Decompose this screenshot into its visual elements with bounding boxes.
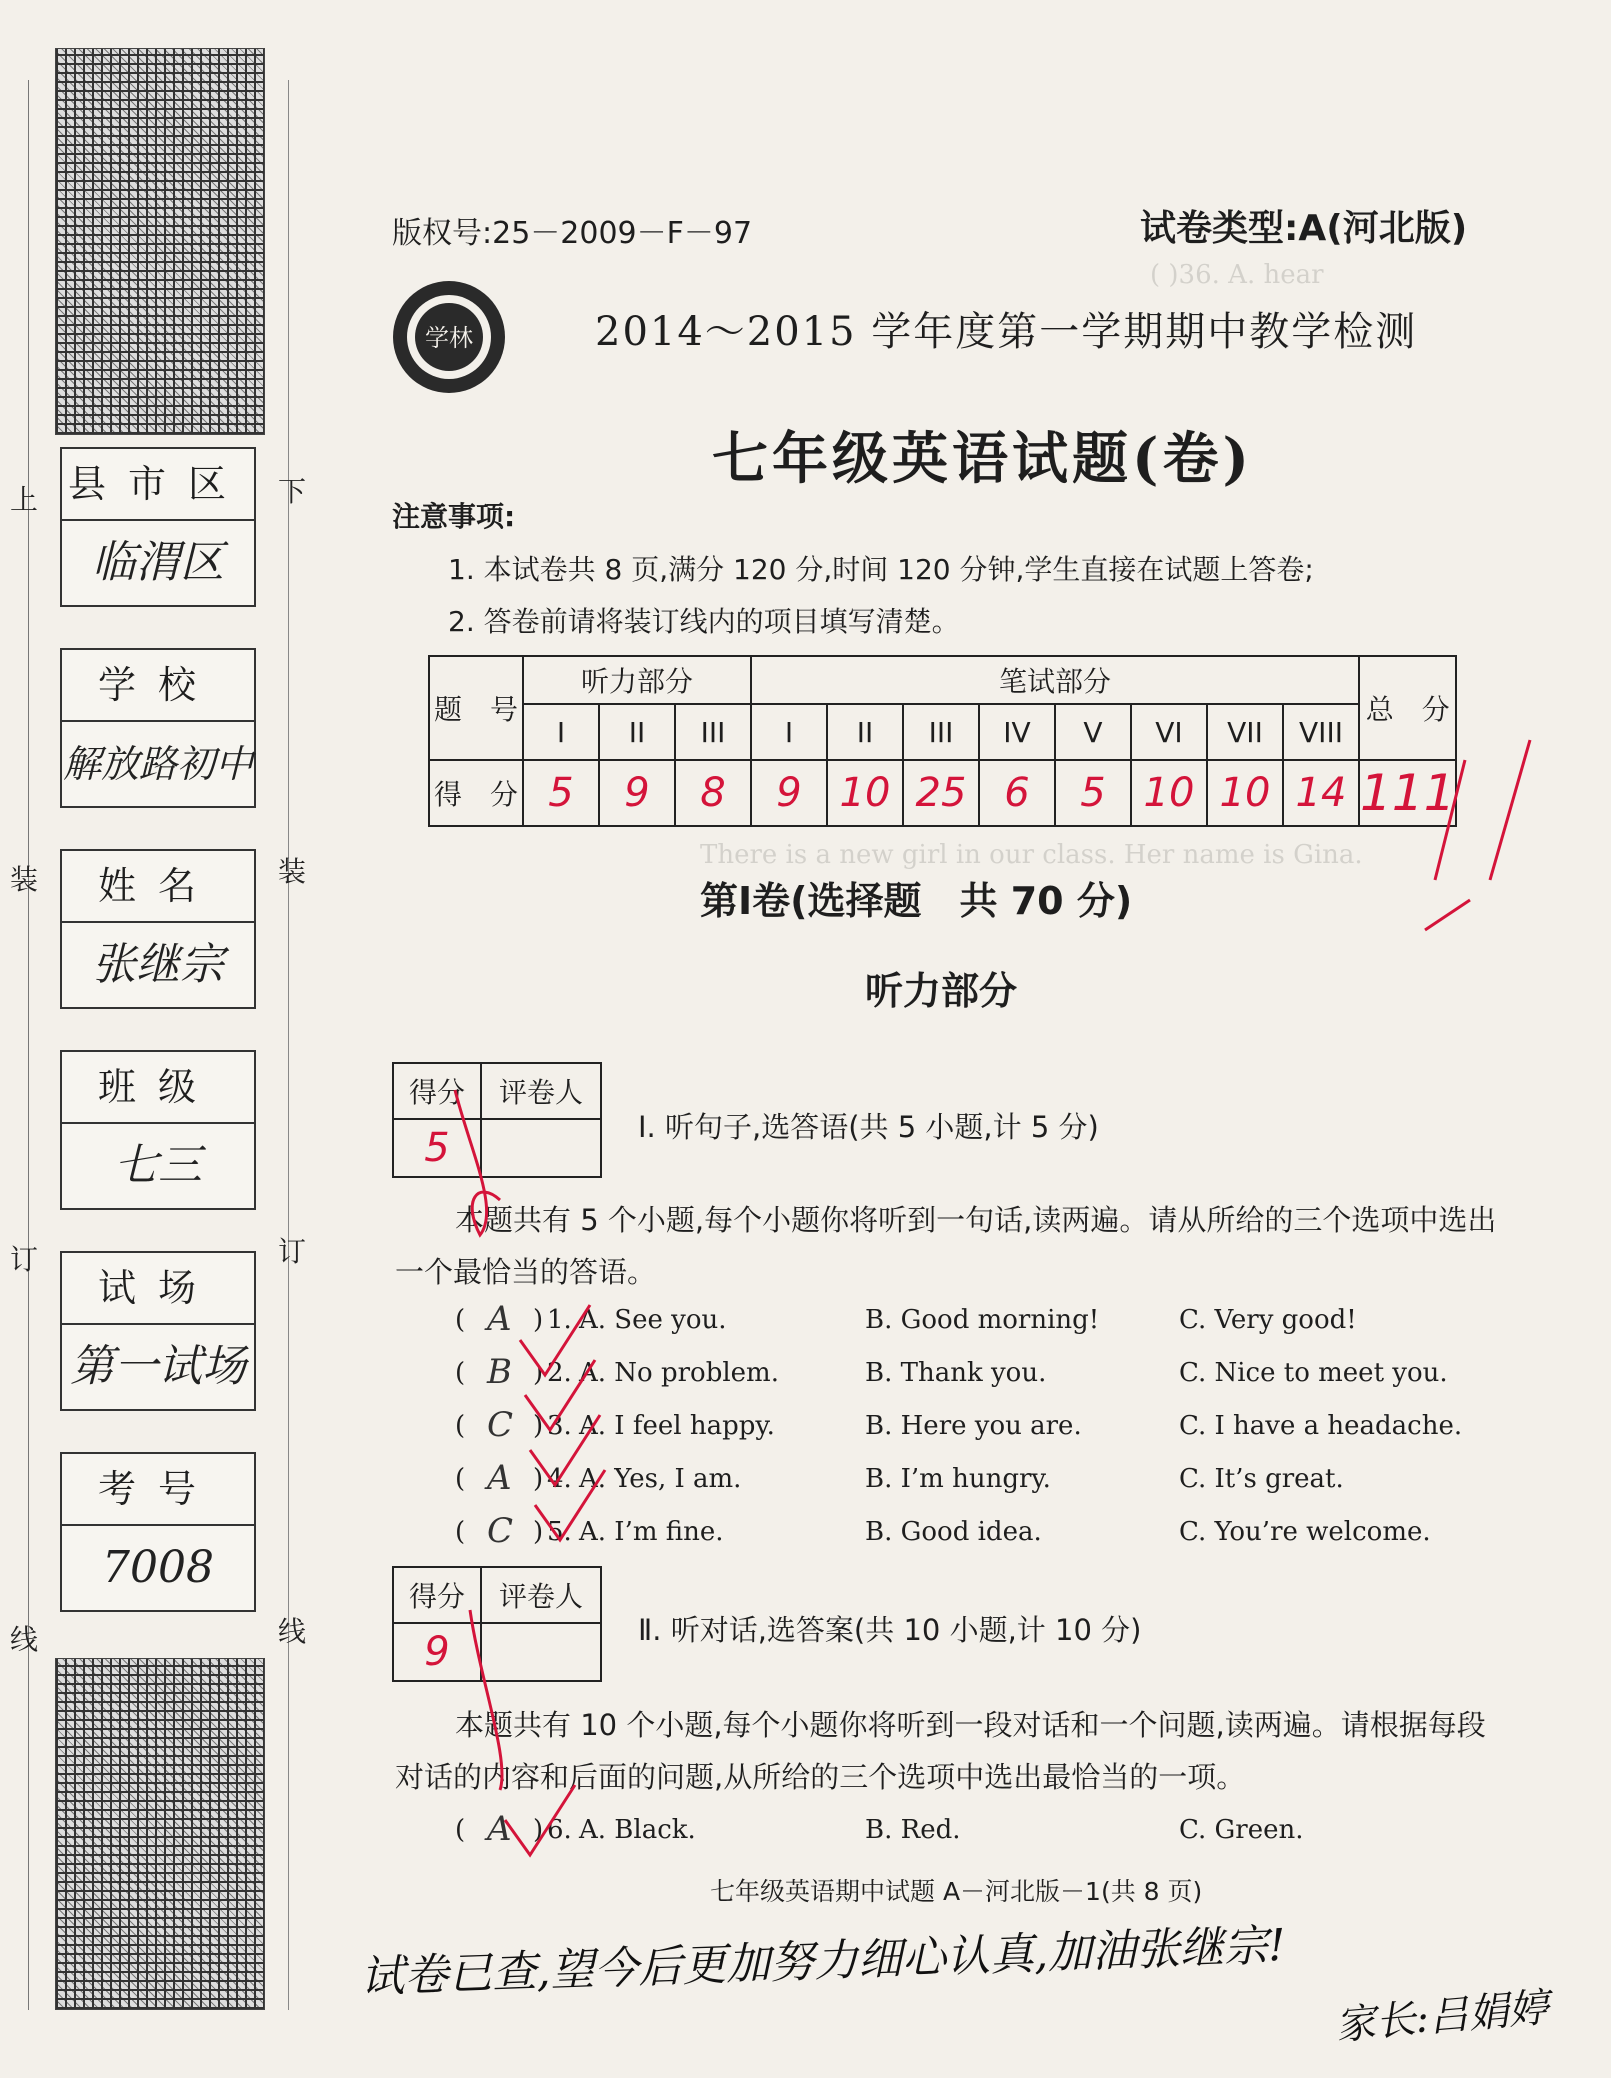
binding-char-right: 下 — [278, 475, 307, 508]
question-row — [455, 1299, 1515, 1349]
score-cell: 6 — [979, 760, 1055, 826]
handwritten-note: 试卷已查,望今后更加努力细心认真,加油张继宗! — [359, 1919, 1287, 2004]
field-label: 试场 — [62, 1253, 254, 1325]
score-cell: 5 — [523, 760, 599, 826]
grader-name-value — [481, 1119, 601, 1177]
option-c: C. It’s great. — [1179, 1464, 1344, 1494]
part1-title: Ⅰ. 听句子,选答语(共 5 小题,计 5 分) — [638, 1110, 1099, 1144]
option-b: B. Good morning! — [865, 1305, 1100, 1335]
option-a: A. I’m fine. — [579, 1517, 724, 1547]
binding-hatch-bottom — [55, 1658, 265, 2010]
question-row — [455, 1352, 1515, 1402]
part1-instruction: 一个最恰当的答语。 — [395, 1255, 657, 1289]
option-b: B. Here you are. — [865, 1411, 1082, 1441]
field-value: 第一试场 — [70, 1341, 246, 1392]
field-value: 7008 — [102, 1542, 214, 1593]
col-header: II — [827, 704, 903, 760]
question-number: 4. — [547, 1464, 572, 1494]
score-cell: 14 — [1283, 760, 1359, 826]
grader-name-value — [481, 1623, 601, 1681]
col-header: VII — [1207, 704, 1283, 760]
paren-close: ) — [533, 1358, 544, 1388]
field-name — [60, 849, 256, 1009]
paren-close: ) — [533, 1464, 544, 1494]
part2-instruction: 对话的内容和后面的问题,从所给的三个选项中选出最恰当的一项。 — [395, 1760, 1246, 1794]
paren-close: ) — [533, 1517, 544, 1547]
binding-char-left: 装 — [10, 863, 39, 896]
paren-open: ( — [455, 1305, 466, 1335]
field-value: 解放路初中 — [62, 742, 253, 786]
bleed-through: There is a new girl in our class. Her name is Gina. — [700, 840, 1363, 870]
score-cell: 10 — [1207, 760, 1283, 826]
handwritten-answer: A — [487, 1809, 512, 1849]
field-label: 县市区 — [62, 449, 254, 521]
field-value: 临渭区 — [92, 537, 224, 588]
binding-char-right: 订 — [278, 1235, 307, 1268]
field-exam-room — [60, 1251, 256, 1411]
question-row — [455, 1405, 1515, 1455]
score-cell: 8 — [675, 760, 751, 826]
col-header: III — [903, 704, 979, 760]
field-label: 学校 — [62, 650, 254, 722]
score-cell: 25 — [903, 760, 979, 826]
option-c: C. Nice to meet you. — [1179, 1358, 1448, 1388]
bleed-through: ( )36. A. hear — [1150, 260, 1324, 290]
field-label: 考号 — [62, 1454, 254, 1526]
grader-score-value: 5 — [393, 1119, 481, 1177]
total-header: 总 分 — [1359, 656, 1456, 760]
field-class — [60, 1050, 256, 1210]
main-title: 七年级英语试题(卷) — [712, 426, 1253, 492]
col-header: I — [751, 704, 827, 760]
total-stroke — [1490, 740, 1530, 880]
score-cell: 10 — [1131, 760, 1207, 826]
option-c: C. Green. — [1179, 1815, 1304, 1845]
page-footer: 七年级英语期中试题 A－河北版－1(共 8 页) — [710, 1877, 1203, 1906]
question-row — [455, 1511, 1515, 1561]
paren-open: ( — [455, 1358, 466, 1388]
notice-heading: 注意事项: — [392, 500, 516, 533]
total-score: 111 — [1359, 760, 1456, 826]
binding-line-inner — [288, 80, 289, 2010]
field-label: 姓名 — [62, 851, 254, 923]
field-exam-number — [60, 1452, 256, 1612]
grader-name-label: 评卷人 — [481, 1063, 601, 1119]
grader-name-label: 评卷人 — [481, 1567, 601, 1623]
handwritten-answer: C — [487, 1511, 514, 1551]
paren-close: ) — [533, 1815, 544, 1845]
volume1-title: 第Ⅰ卷(选择题 共 70 分) — [700, 879, 1133, 923]
question-number: 2. — [547, 1358, 572, 1388]
listening-title: 听力部分 — [865, 969, 1018, 1013]
paren-close: ) — [533, 1411, 544, 1441]
option-c: C. I have a headache. — [1179, 1411, 1463, 1441]
field-district — [60, 447, 256, 607]
option-a: A. Black. — [579, 1815, 696, 1845]
binding-line-outer — [28, 80, 29, 2010]
handwritten-answer: C — [487, 1405, 514, 1445]
score-cell: 10 — [827, 760, 903, 826]
paren-open: ( — [455, 1411, 466, 1441]
col-header: I — [523, 704, 599, 760]
score-table — [428, 655, 1457, 827]
paper-type: 试卷类型:A(河北版) — [1140, 208, 1468, 249]
col-header: VI — [1131, 704, 1207, 760]
col-header: V — [1055, 704, 1131, 760]
paren-open: ( — [455, 1464, 466, 1494]
binding-char-right: 线 — [278, 1615, 307, 1648]
field-value: 七三 — [114, 1140, 202, 1191]
field-school — [60, 648, 256, 808]
paren-close: ) — [533, 1305, 544, 1335]
grader-box — [392, 1566, 602, 1682]
row-label-score: 得 分 — [429, 760, 523, 826]
col-header: II — [599, 704, 675, 760]
binding-hatch-top — [55, 48, 265, 435]
field-value: 张继宗 — [92, 939, 224, 990]
grader-score-value: 9 — [393, 1623, 481, 1681]
option-b: B. Thank you. — [865, 1358, 1047, 1388]
row-label-question: 题 号 — [429, 656, 523, 760]
grader-score-label: 得分 — [393, 1063, 481, 1119]
option-a: A. I feel happy. — [579, 1411, 775, 1441]
exam-title: 2014～2015 学年度第一学期期中教学检测 — [595, 309, 1418, 355]
copyright-number: 版权号:25－2009－F－97 — [392, 216, 753, 251]
handwritten-answer: B — [487, 1352, 512, 1392]
notice-item: 1. 本试卷共 8 页,满分 120 分,时间 120 分钟,学生直接在试题上答卷; — [448, 553, 1314, 586]
binding-char-left: 订 — [10, 1243, 39, 1276]
option-a: A. See you. — [579, 1305, 727, 1335]
col-header: VIII — [1283, 704, 1359, 760]
field-label: 班级 — [62, 1052, 254, 1124]
binding-char-left: 线 — [10, 1623, 39, 1656]
part1-instruction: 本题共有 5 个小题,每个小题你将听到一句话,读两遍。请从所给的三个选项中选出 — [455, 1203, 1497, 1237]
question-row — [455, 1458, 1515, 1508]
option-b: B. Good idea. — [865, 1517, 1042, 1547]
option-b: B. Red. — [865, 1815, 961, 1845]
option-a: A. Yes, I am. — [579, 1464, 742, 1494]
part2-title: Ⅱ. 听对话,选答案(共 10 小题,计 10 分) — [638, 1613, 1142, 1647]
paren-open: ( — [455, 1815, 466, 1845]
question-number: 6. — [547, 1815, 572, 1845]
score-cell: 9 — [599, 760, 675, 826]
col-header: IV — [979, 704, 1055, 760]
parent-signature: 家长:吕娟婷 — [1333, 1984, 1551, 2050]
notice-item: 2. 答卷前请将装订线内的项目填写清楚。 — [448, 605, 960, 638]
grader-box — [392, 1062, 602, 1178]
question-number: 3. — [547, 1411, 572, 1441]
score-cell: 9 — [751, 760, 827, 826]
pen-stroke — [1425, 900, 1470, 930]
score-cell: 5 — [1055, 760, 1131, 826]
handwritten-answer: A — [487, 1299, 512, 1339]
writing-header: 笔试部分 — [751, 656, 1359, 704]
question-row — [455, 1809, 1515, 1859]
question-number: 1. — [547, 1305, 572, 1335]
question-number: 5. — [547, 1517, 572, 1547]
listening-header: 听力部分 — [523, 656, 751, 704]
option-c: C. You’re welcome. — [1179, 1517, 1431, 1547]
option-a: A. No problem. — [579, 1358, 779, 1388]
binding-char-left: 上 — [10, 483, 39, 516]
publisher-seal-icon — [390, 278, 508, 396]
option-b: B. I’m hungry. — [865, 1464, 1051, 1494]
binding-char-right: 装 — [278, 855, 307, 888]
col-header: III — [675, 704, 751, 760]
paren-open: ( — [455, 1517, 466, 1547]
handwritten-answer: A — [487, 1458, 512, 1498]
part2-instruction: 本题共有 10 个小题,每个小题你将听到一段对话和一个问题,读两遍。请根据每段 — [455, 1708, 1486, 1742]
grader-score-label: 得分 — [393, 1567, 481, 1623]
option-c: C. Very good! — [1179, 1305, 1357, 1335]
seal-text: 学林 — [425, 324, 473, 352]
